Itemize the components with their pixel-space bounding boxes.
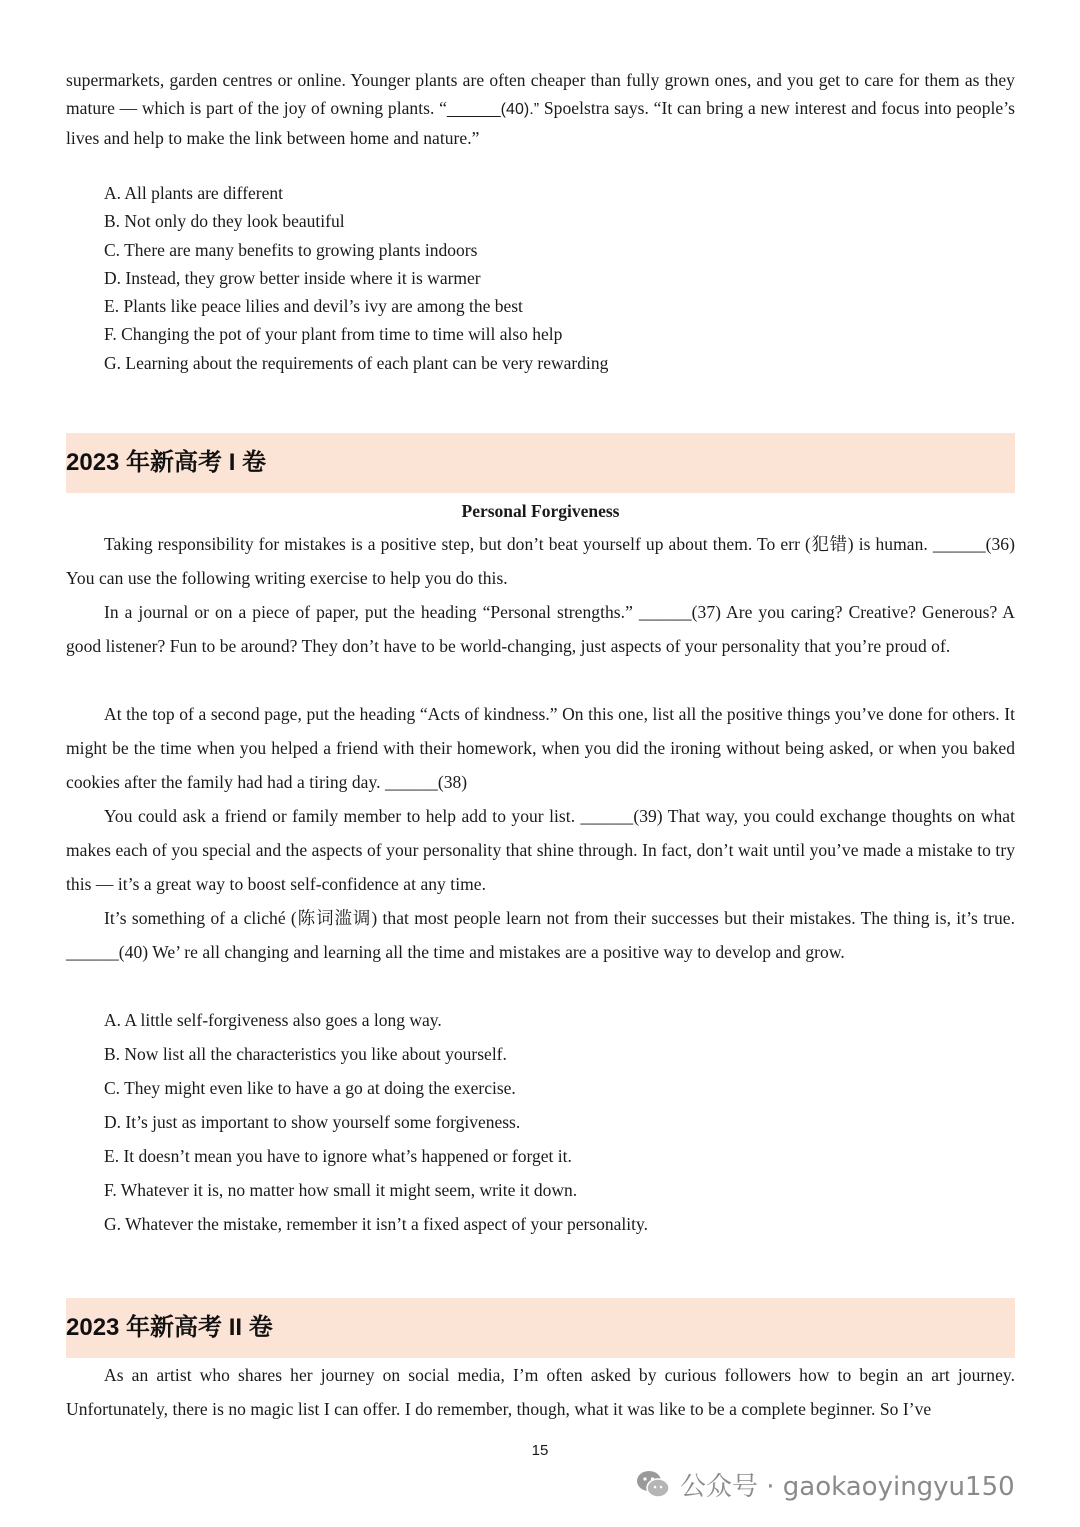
option-b: B. Not only do they look beautiful — [104, 211, 345, 232]
section-banner-2023-i — [66, 433, 1015, 493]
paragraph-3: At the top of a second page, put the heading “Acts of kindness.” On this one, list all the positive things you’ve done for others. It might be the time when you helped a friend with their homework, when you did the ironing without being asked, or when you baked cookies after the family had had a tiring day. ______(38) — [66, 704, 1015, 792]
option-a: A. A little self-forgiveness also goes a long way. — [104, 1010, 442, 1030]
section1-options — [104, 1003, 648, 1241]
option-c: C. There are many benefits to growing plants indoors — [104, 239, 478, 260]
blank-40: ______(40).” — [446, 101, 540, 118]
option-b: B. Now list all the characteristics you like about yourself. — [104, 1044, 507, 1064]
option-g: G. Whatever the mistake, remember it isn’t a fixed aspect of your personality. — [104, 1214, 648, 1234]
option-e: E. Plants like peace lilies and devil’s ivy are among the best — [104, 296, 523, 317]
option-d: D. It’s just as important to show yourself some forgiveness. — [104, 1112, 521, 1132]
paragraph-5: It’s something of a cliché (陈词滥调) that most people learn not from their successes but their mistakes. The thing is, it’s true. ______(40) We’ re all changing and learning all the time and mistakes are a positive way to develop and grow. — [66, 908, 1015, 962]
option-a: A. All plants are different — [104, 183, 283, 203]
section-banner-label: 2023 年新高考 II 卷 — [66, 1314, 273, 1341]
option-d: D. Instead, they grow better inside where it is warmer — [104, 267, 481, 288]
option-e: E. It doesn’t mean you have to ignore what’s happened or forget it. — [104, 1146, 572, 1166]
passage-title: Personal Forgiveness — [461, 501, 620, 521]
watermark-text: 公众号 · gaokaoyingyu150 — [680, 1471, 1015, 1502]
watermark — [636, 1462, 1015, 1506]
section-banner-label: 2023 年新高考 I 卷 — [66, 449, 267, 476]
option-g: G. Learning about the requirements of each plant can be very rewarding — [104, 352, 609, 373]
passage-top-text: supermarkets, garden centres or online. Younger plants are often cheaper than fully grown ones, and you get to care for them as they mature — which is part of the joy of owning plants. “______(40).” Spoelstra says. “It can bring a new interest and focus into people’s lives and help to make the link between home and nature.” — [66, 70, 1015, 148]
passage-top-options — [104, 179, 608, 377]
paragraph-1: Taking responsibility for mistakes is a positive step, but don’t beat yourself up about them. To err (犯错) is human. ______(36) You can use the following writing exercise to help you do this. — [66, 534, 1015, 588]
section-banner-2023-ii — [66, 1298, 1015, 1358]
section2-paragraph: As an artist who shares her journey on social media, I’m often asked by curious followers how to begin an art journey. Unfortunately, there is no magic list I can offer. I do remember, though, what it was like to be a complete beginner. So I’ve — [66, 1365, 1015, 1419]
paragraph-2: In a journal or on a piece of paper, put the heading “Personal strengths.” ______(37) Are you caring? Creative? Generous? A good listener? Fun to be around? They don’t have to be world-changing, just aspects of your personality that you’re proud of. — [66, 602, 1015, 656]
paragraph-4: You could ask a friend or family member to help add to your list. ______(39) That way, you could exchange thoughts on what makes each of you special and the aspects of your personality that shine through. In fact, don’t wait until you’ve made a mistake to try this — it’s a great way to boost self-confidence at any time. — [66, 806, 1015, 894]
wechat-icon — [636, 1469, 670, 1499]
page-number: 15 — [531, 1442, 549, 1459]
option-f: F. Changing the pot of your plant from time to time will also help — [104, 324, 563, 345]
option-c: C. They might even like to have a go at doing the exercise. — [104, 1078, 516, 1098]
option-f: F. Whatever it is, no matter how small it might seem, write it down. — [104, 1180, 578, 1200]
